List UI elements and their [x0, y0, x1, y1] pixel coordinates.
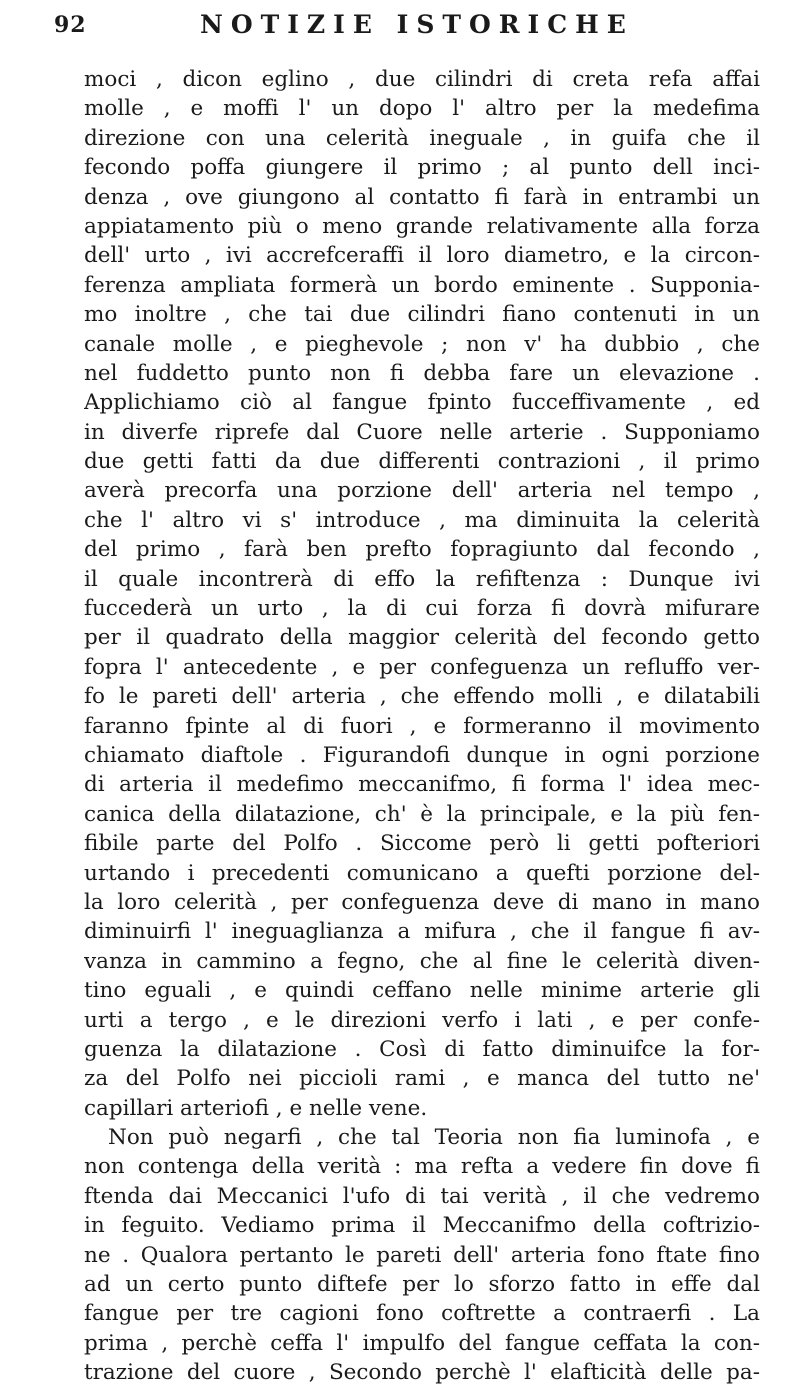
text-line: fuccederà un urto , la di cui forza fi dovrà mifurare: [84, 596, 760, 622]
text-line: mo inoltre , che tai due cilindri fiano contenuti in un: [84, 302, 760, 328]
text-line: chiamato diaftole . Figurandofi dunque in ogni porzione: [84, 742, 760, 768]
text-line: appiatamento più o meno grande relativamente alla forza: [84, 213, 760, 239]
text-line: Non può negarfi , che tal Teoria non fia luminofa , e: [108, 1125, 760, 1151]
text-line: denza , ove giungono al contatto fi farà in entrambi un: [84, 184, 760, 210]
text-line: ad un certo punto diftefe per lo sforzo fatto in effe dal: [84, 1272, 760, 1298]
page-header: [54, 10, 754, 50]
text-line: molle , e moffi l' un dopo l' altro per la medefima: [84, 96, 760, 122]
text-line: fangue per tre cagioni fono coftrette a contraerfi . La: [84, 1301, 760, 1327]
text-line: per il quadrato della maggior celerità del fecondo getto: [84, 625, 760, 651]
text-line: del primo , farà ben prefto fopragiunto dal fecondo ,: [84, 537, 760, 563]
text-line: urti a tergo , e le direzioni verfo i lati , e per confe-: [84, 1007, 760, 1033]
text-line: fibile parte del Polfo . Siccome però li getti pofteriori: [84, 831, 760, 857]
text-line: averà precorfa una porzione dell' arteria nel tempo ,: [84, 478, 760, 504]
page-number: 92: [54, 12, 87, 38]
text-line: ftenda dai Meccanici l'ufo di tai verità , il che vedremo: [84, 1183, 760, 1209]
text-line: che l' altro vi s' introduce , ma diminuita la celerità: [84, 507, 760, 533]
text-line: in feguito. Vediamo prima il Meccanifmo della coftrizio-: [84, 1213, 760, 1239]
text-line: non contenga della verità : ma refta a vedere fin dove fi: [84, 1154, 760, 1180]
text-line: la loro celerità , per confeguenza deve di mano in mano: [84, 889, 760, 915]
text-line: moci , dicon eglino , due cilindri di creta refa affai: [84, 67, 760, 92]
text-line: il quale incontrerà di effo la refiftenza : Dunque ivi: [84, 566, 760, 592]
text-line: fopra l' antecedente , e per confeguenza un refluffo ver-: [84, 654, 760, 680]
body-text: [84, 65, 760, 1388]
text-line: Applichiamo ciò al fangue fpinto fucceffivamente , ed: [84, 390, 760, 416]
text-line: dell' urto , ivi accrefceraffi il loro diametro, e la circon-: [84, 243, 760, 269]
text-line: direzione con una celerità ineguale , in guifa che il: [84, 125, 760, 151]
text-line: tino eguali , e quindi ceffano nelle minime arterie gli: [84, 978, 760, 1004]
running-title: NOTIZIE ISTORICHE: [200, 10, 634, 39]
text-line: za del Polfo nei piccioli rami , e manca del tutto ne': [84, 1066, 760, 1092]
text-line: prima , perchè ceffa l' impulfo del fangue ceffata la con-: [84, 1330, 760, 1356]
text-line: vanza in cammino a fegno, che al fine le celerità diven-: [84, 948, 760, 974]
text-line: trazione del cuore , Secondo perchè l' elafticità delle pa-: [84, 1360, 760, 1386]
text-line: faranno fpinte al di fuori , e formeranno il movimento: [84, 713, 760, 739]
text-line: fo le pareti dell' arteria , che effendo molli , e dilatabili: [84, 684, 760, 710]
text-line: canica della dilatazione, ch' è la principale, e la più fen-: [84, 801, 760, 827]
text-line: fecondo poffa giungere il primo ; al punto dell inci-: [84, 155, 760, 181]
text-line: di arteria il medefimo meccanifmo, fi forma l' idea mec-: [84, 772, 760, 798]
text-line: nel fuddetto punto non fi debba fare un elevazione .: [84, 360, 760, 386]
text-line: capillari arteriofi , e nelle vene.: [84, 1095, 428, 1121]
text-line: urtando i precedenti comunicano a quefti porzione del-: [84, 860, 760, 886]
text-line: ferenza ampliata formerà un bordo eminente . Supponia-: [84, 272, 760, 298]
text-line: ne . Qualora pertanto le pareti dell' arteria fono ftate fino: [84, 1242, 760, 1268]
text-line: due getti fatti da due differenti contrazioni , il primo: [84, 449, 760, 475]
text-line: diminuirfi l' ineguaglianza a mifura , che il fangue fi av-: [84, 919, 760, 945]
text-line: guenza la dilatazione . Così di fatto diminuifce la for-: [84, 1036, 760, 1062]
text-line: in diverfe riprefe dal Cuore nelle arterie . Supponiamo: [84, 419, 760, 445]
text-line: canale molle , e pieghevole ; non v' ha dubbio , che: [84, 331, 760, 357]
